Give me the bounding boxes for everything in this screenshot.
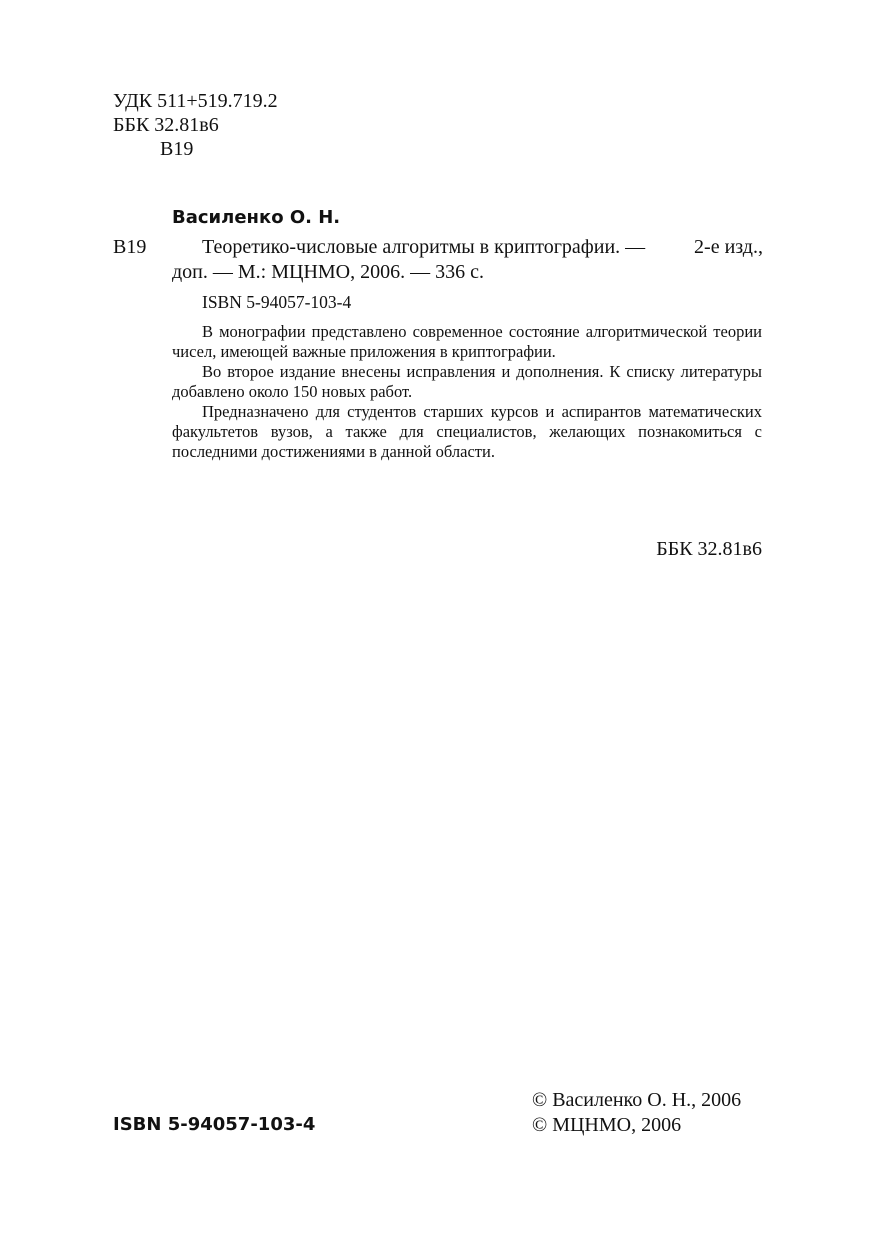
udk-code: УДК 511+519.719.2 xyxy=(113,90,278,112)
title-line-1 xyxy=(202,235,763,259)
title-edition: 2-е изд., xyxy=(694,236,763,258)
annotation-paragraph-2: Во второе издание внесены исправления и дополнения. К списку литературы добавлено около 150 новых работ. xyxy=(172,362,762,401)
title-main: Теоретико-числовые алгоритмы в криптографии. — xyxy=(202,236,646,258)
annotation-paragraph-3: Предназначено для студентов старших курсов и аспирантов математических факультетов вузов, а также для специалистов, желающих познакомиться с последними достижениями в данной области. xyxy=(172,402,762,461)
author-name: Василенко О. Н. xyxy=(172,207,341,228)
bbk-code-bottom: ББК 32.81в6 xyxy=(656,538,762,560)
author-sign-top: В19 xyxy=(160,138,194,160)
annotation-paragraph-1: В монографии представлено современное состояние алгоритмической теории чисел, имеющей важные приложения в криптографии. xyxy=(172,322,762,361)
copyright-author: © Василенко О. Н., 2006 xyxy=(532,1089,742,1111)
author-sign-side: В19 xyxy=(113,236,147,258)
isbn-footer: ISBN 5-94057-103-4 xyxy=(113,1114,316,1135)
annotation xyxy=(172,322,762,462)
isbn-record: ISBN 5-94057-103-4 xyxy=(202,292,352,312)
bbk-code-top: ББК 32.81в6 xyxy=(113,114,219,136)
title-line-2: доп. — М.: МЦНМО, 2006. — 336 с. xyxy=(172,261,484,283)
copyright-publisher: © МЦНМО, 2006 xyxy=(532,1114,682,1136)
